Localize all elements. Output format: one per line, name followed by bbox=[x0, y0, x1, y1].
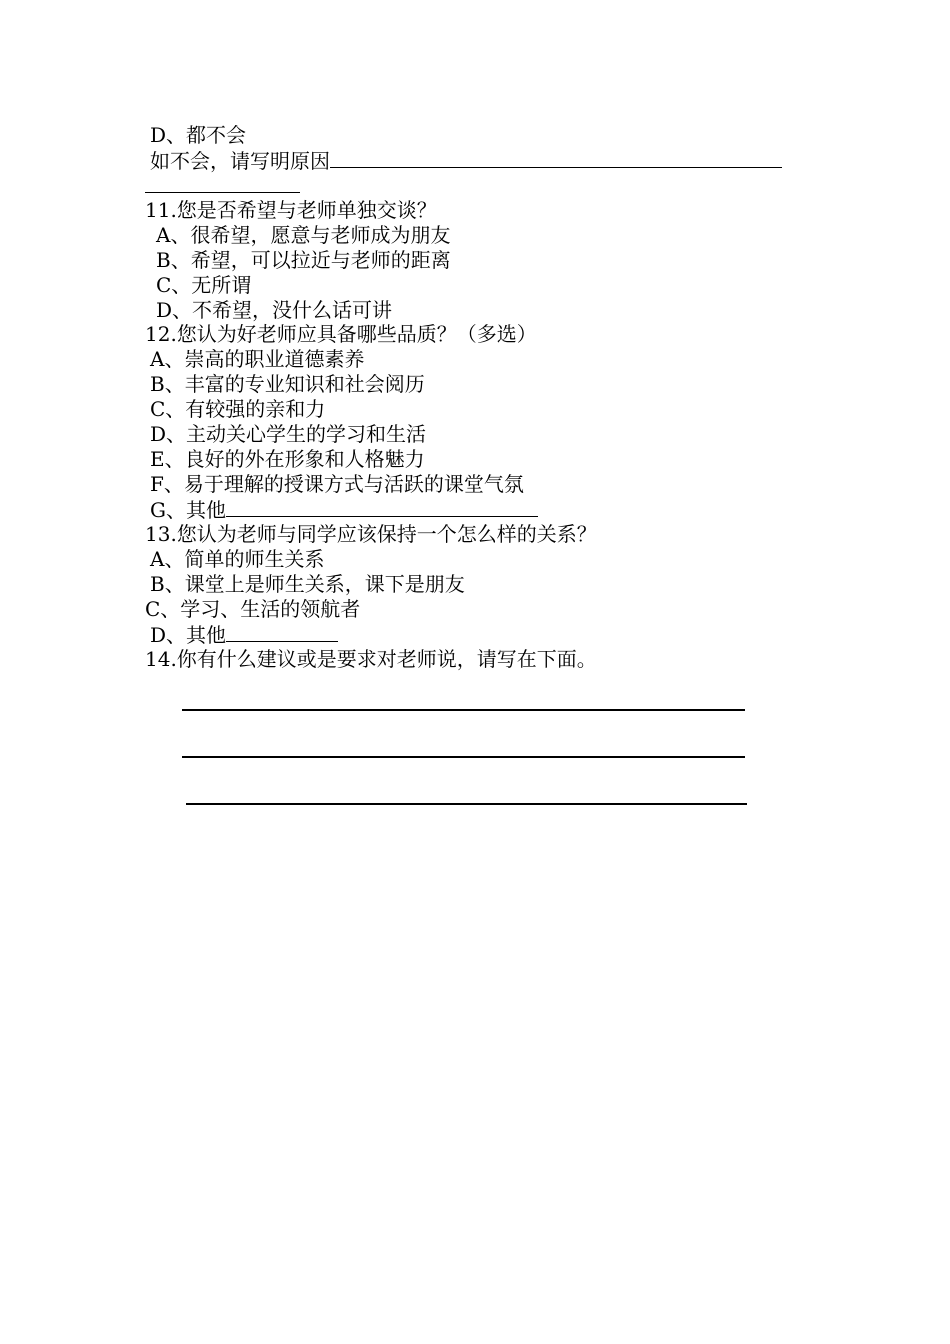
q10-reason-blank[interactable] bbox=[330, 148, 782, 168]
q12-option-g-line bbox=[150, 497, 538, 523]
q12-option-b: B、丰富的专业知识和社会阅历 bbox=[150, 372, 425, 396]
q10-reason-blank-continued[interactable] bbox=[145, 173, 300, 199]
q12-option-g: G、其他 bbox=[150, 498, 226, 522]
q14-question: 14.你有什么建议或是要求对老师说，请写在下面。 bbox=[145, 647, 597, 671]
q13-option-b: B、课堂上是师生关系，课下是朋友 bbox=[150, 572, 465, 596]
q12-option-d: D、主动关心学生的学习和生活 bbox=[150, 422, 427, 446]
q12-other-blank[interactable] bbox=[226, 497, 538, 517]
q13-other-blank[interactable] bbox=[226, 622, 338, 642]
q12-question: 12.您认为好老师应具备哪些品质？（多选） bbox=[145, 322, 537, 346]
q11-option-b: B、希望，可以拉近与老师的距离 bbox=[156, 248, 451, 272]
q13-option-d-line bbox=[150, 622, 338, 648]
q12-option-c: C、有较强的亲和力 bbox=[150, 397, 326, 421]
q13-option-a: A、简单的师生关系 bbox=[150, 547, 325, 571]
q11-option-a: A、很希望，愿意与老师成为朋友 bbox=[156, 223, 451, 247]
q11-option-c: C、无所谓 bbox=[156, 273, 252, 297]
q10-reason-line bbox=[150, 148, 782, 174]
answer-line-2[interactable] bbox=[182, 756, 745, 758]
q11-option-d: D、不希望，没什么话可讲 bbox=[156, 298, 393, 322]
q12-option-a: A、崇高的职业道德素养 bbox=[150, 347, 365, 371]
answer-line-1[interactable] bbox=[182, 709, 745, 711]
q12-option-e: E、良好的外在形象和人格魅力 bbox=[150, 447, 425, 471]
answer-line-3[interactable] bbox=[186, 803, 747, 805]
q13-question: 13.您认为老师与同学应该保持一个怎么样的关系？ bbox=[145, 522, 597, 546]
q10-reason-prompt: 如不会，请写明原因 bbox=[150, 149, 330, 173]
q10-option-d: D、都不会 bbox=[150, 123, 247, 147]
q13-option-d: D、其他 bbox=[150, 623, 227, 647]
q12-option-f: F、易于理解的授课方式与活跃的课堂气氛 bbox=[150, 472, 524, 496]
q13-option-c: C、学习、生活的领航者 bbox=[145, 597, 361, 621]
q11-question: 11.您是否希望与老师单独交谈？ bbox=[145, 198, 437, 222]
